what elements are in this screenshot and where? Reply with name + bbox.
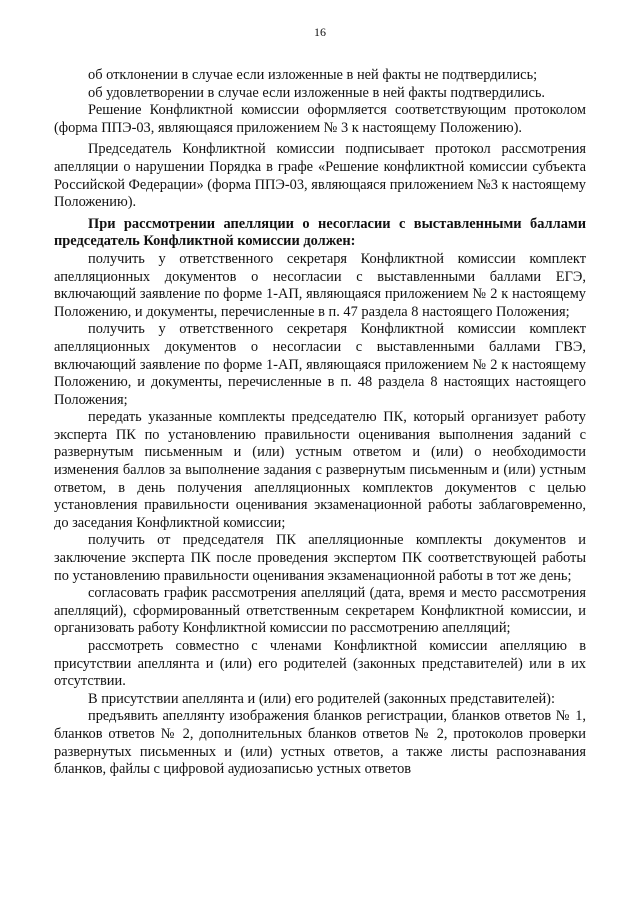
paragraph: об удовлетворении в случае если изложенные в ней факты подтвердились. bbox=[88, 84, 546, 101]
document-body bbox=[54, 67, 586, 779]
page-number: 16 bbox=[314, 25, 326, 39]
list-item: согласовать график рассмотрения апелляций (дата, время и место рассмотрения апелляций), сформированный ответственным секретарем Конфликтной комиссии, и организовать работу Конфликтной комиссии по рассмотрению апелляций; bbox=[54, 585, 586, 637]
list-item: рассмотреть совместно с членами Конфликтной комиссии апелляцию в присутствии апеллянта и (или) его родителей (законных представителей) или в их отсутствии. bbox=[54, 638, 586, 690]
list-item: предъявить апеллянту изображения бланков регистрации, бланков ответов № 1, бланков ответов № 2, дополнительных бланков ответов № 2, протоколов проверки развернутых письменных и (или) устных ответов, а также листы распознавания бланков, файлы с цифровой аудиозаписью устных ответов bbox=[54, 708, 586, 778]
paragraph: об отклонении в случае если изложенные в ней факты не подтвердились; bbox=[88, 67, 538, 83]
paragraph: Решение Конфликтной комиссии оформляется соответствующим протоколом (форма ППЭ-03, являющаяся приложением № 3 к настоящему Положению). bbox=[54, 102, 586, 136]
list-item: получить от председателя ПК апелляционные комплекты документов и заключение эксперта ПК после проведения экспертом ПК соответствующей работы по установлению правильности оценивания экзаменационной работы в тот же день; bbox=[54, 532, 586, 584]
list-item: получить у ответственного секретаря Конфликтной комиссии комплект апелляционных документов о несогласии с выставленными баллами ЕГЭ, включающий заявление по форме 1-АП, являющаяся приложением № 2 к настоящему Положению, и документы, перечисленные в п. 47 раздела 8 настоящего Положения; bbox=[54, 250, 586, 320]
paragraph: В присутствии апеллянта и (или) его родителей (законных представителей): bbox=[88, 690, 555, 707]
section-heading: При рассмотрении апелляции о несогласии с выставленными баллами председатель Конфликтной комиссии должен: bbox=[54, 215, 586, 250]
list-item: передать указанные комплекты председателю ПК, который организует работу эксперта ПК по установлению правильности оценивания выполнения заданий с развернутым письменным и (или) устным ответом и (или) о необходимости изменения баллов за выполнение задания с развернутым письменным и (или) устным ответом, в день получения апелляционных комплектов документов с целью установления правильности оценивания экзаменационной работы заблаговременно, до заседания Конфликтной комиссии; bbox=[54, 409, 586, 531]
paragraph: Председатель Конфликтной комиссии подписывает протокол рассмотрения апелляции о нарушении Порядка в графе «Решение конфликтной комиссии субъекта Российской Федерации» (форма ППЭ-03, являющаяся приложением №3 к настоящему Положению). bbox=[54, 141, 586, 211]
list-item: получить у ответственного секретаря Конфликтной комиссии комплект апелляционных документов о несогласии с выставленными баллами ГВЭ, включающий заявление по форме 1-АП, являющаяся приложением № 2 к настоящему Положению, и документы, перечисленные в п. 48 раздела 8 настоящих настоящего Положения; bbox=[54, 321, 586, 408]
